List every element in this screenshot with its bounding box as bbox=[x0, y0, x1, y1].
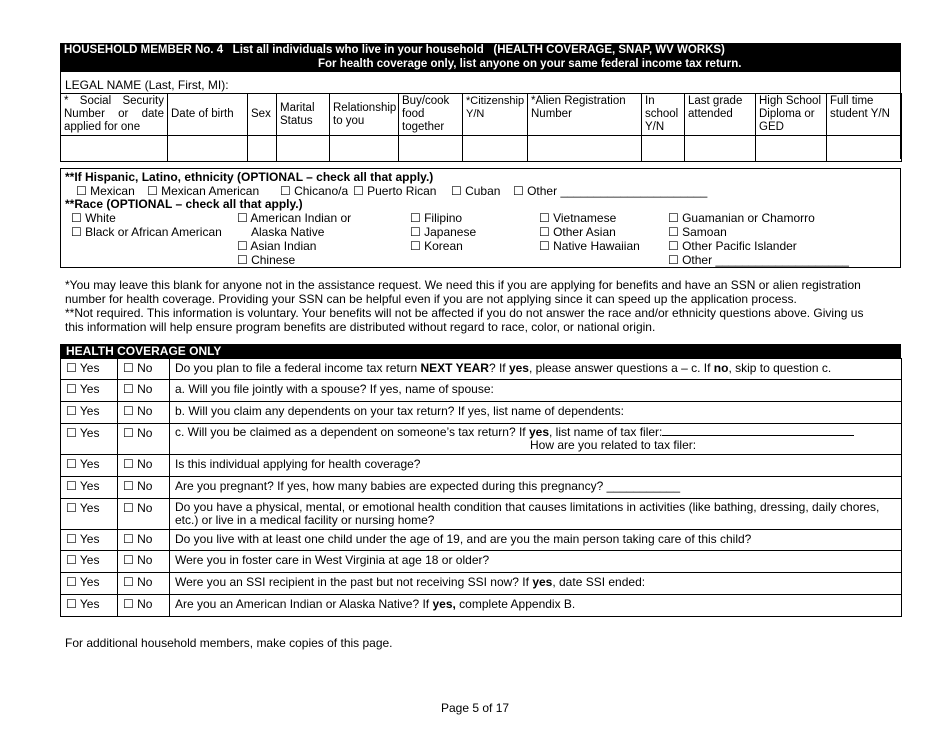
col-relationship: Relationship to you bbox=[330, 94, 399, 136]
col-alien: *Alien Registration Number bbox=[528, 94, 642, 136]
race-white[interactable]: ☐ White bbox=[71, 211, 116, 225]
copies-note: For additional household members, make copies of this page. bbox=[65, 636, 393, 650]
legal-name-label[interactable]: LEGAL NAME (Last, First, MI): bbox=[65, 78, 229, 92]
ethnicity-heading: **If Hispanic, Latino, ethnicity (OPTIONAL – check all that apply.) bbox=[65, 170, 434, 184]
hc-c-yes[interactable]: ☐ Yes bbox=[61, 424, 118, 455]
ethnicity-race-box bbox=[60, 168, 901, 268]
col-food: Buy/cook food together bbox=[399, 94, 463, 136]
col-school: In school Y/N bbox=[642, 94, 685, 136]
hc-row-7 bbox=[61, 573, 902, 595]
col-ssn: * Social Security Number or date applied for one bbox=[61, 94, 168, 136]
ethnicity-mexican[interactable]: ☐ Mexican bbox=[76, 184, 135, 198]
race-filipino[interactable]: ☐ Filipino bbox=[410, 211, 463, 225]
input-dob[interactable] bbox=[168, 136, 248, 162]
hc-7-yes[interactable]: ☐ Yes bbox=[61, 573, 118, 595]
hc-row-b bbox=[61, 402, 902, 424]
input-fulltime[interactable] bbox=[827, 136, 902, 162]
hc-c-line2: How are you related to tax filer: bbox=[530, 438, 697, 452]
col-grade: Last grade attended bbox=[685, 94, 756, 136]
household-header bbox=[60, 43, 901, 72]
hc-row-1 bbox=[61, 359, 902, 380]
ethnicity-chicano[interactable]: ☐ Chicano/a bbox=[280, 184, 349, 198]
input-alien[interactable] bbox=[528, 136, 642, 162]
col-diploma: High School Diploma or GED bbox=[756, 94, 827, 136]
health-coverage-table bbox=[60, 358, 902, 617]
race-asian-indian[interactable]: ☐ Asian Indian bbox=[237, 239, 317, 253]
hc-row-c bbox=[61, 424, 902, 455]
hc-row-3 bbox=[61, 477, 902, 499]
hc-2-yes[interactable]: ☐ Yes bbox=[61, 455, 118, 477]
note-line3: **Not required. This information is voluntary. Your benefits will not be affected if you do not answer the race and/or ethnicity questions above. Giving us bbox=[65, 306, 864, 320]
hc-row-6 bbox=[61, 551, 902, 573]
hc-4-question: Do you have a physical, mental, or emotional health condition that causes limitations in activities (like bathing, dressing, daily chores, etc.) or live in a medical facility or nursing home? bbox=[170, 499, 902, 530]
member-info-table bbox=[60, 93, 902, 162]
hc-b-no[interactable]: ☐ No bbox=[118, 402, 170, 424]
note-line2: number for health coverage. Providing your SSN can be helpful even if you are not applying since it can speed up the application process. bbox=[65, 292, 797, 306]
hc-row-2 bbox=[61, 455, 902, 477]
race-american-indian[interactable]: ☐ American Indian or bbox=[237, 211, 352, 225]
hc-b-yes[interactable]: ☐ Yes bbox=[61, 402, 118, 424]
hc-row-5 bbox=[61, 530, 902, 551]
input-ssn[interactable] bbox=[61, 136, 168, 162]
hc-1-yes[interactable]: ☐ Yes bbox=[61, 359, 118, 380]
note-line4: this information will help ensure program benefits are distributed without regard to race, color, or national origin. bbox=[65, 320, 656, 334]
hc-7-question: Were you an SSI recipient in the past but not receiving SSI now? If yes, date SSI ended: bbox=[170, 573, 902, 595]
ethnicity-cuban[interactable]: ☐ Cuban bbox=[451, 184, 501, 198]
hc-a-question: a. Will you file jointly with a spouse? If yes, name of spouse: bbox=[170, 380, 902, 402]
race-other-asian[interactable]: ☐ Other Asian bbox=[539, 225, 616, 239]
hc-6-question: Were you in foster care in West Virginia at age 18 or older? bbox=[170, 551, 902, 573]
input-marital[interactable] bbox=[277, 136, 330, 162]
input-sex[interactable] bbox=[248, 136, 277, 162]
hc-row-4 bbox=[61, 499, 902, 530]
hc-4-yes[interactable]: ☐ Yes bbox=[61, 499, 118, 530]
input-food[interactable] bbox=[399, 136, 463, 162]
hc-4-no[interactable]: ☐ No bbox=[118, 499, 170, 530]
col-citizenship: *Citizenship Y/N bbox=[463, 94, 528, 136]
hc-3-question: Are you pregnant? If yes, how many babies are expected during this pregnancy? ___________ bbox=[170, 477, 902, 499]
ethnicity-puerto-rican[interactable]: ☐ Puerto Rican bbox=[353, 184, 437, 198]
race-other[interactable]: ☐ Other ____________________ bbox=[668, 253, 849, 267]
input-relationship[interactable] bbox=[330, 136, 399, 162]
household-header-line1: HOUSEHOLD MEMBER No. 4 List all individuals who live in your household (HEALTH COVERAGE, SNAP, WV WORKS) bbox=[64, 44, 725, 56]
hc-8-yes[interactable]: ☐ Yes bbox=[61, 595, 118, 617]
hc-row-8 bbox=[61, 595, 902, 617]
health-coverage-header: HEALTH COVERAGE ONLY bbox=[60, 344, 901, 358]
ethnicity-mexican-american[interactable]: ☐ Mexican American bbox=[147, 184, 260, 198]
race-alaska-native: Alaska Native bbox=[251, 225, 325, 239]
input-school[interactable] bbox=[642, 136, 685, 162]
input-citizenship[interactable] bbox=[463, 136, 528, 162]
hc-2-no[interactable]: ☐ No bbox=[118, 455, 170, 477]
hc-b-question: b. Will you claim any dependents on your tax return? If yes, list name of dependents: bbox=[170, 402, 902, 424]
hc-2-question: Is this individual applying for health coverage? bbox=[170, 455, 902, 477]
col-marital: Marital Status bbox=[277, 94, 330, 136]
race-other-pacific[interactable]: ☐ Other Pacific Islander bbox=[668, 239, 797, 253]
hc-5-yes[interactable]: ☐ Yes bbox=[61, 530, 118, 551]
input-diploma[interactable] bbox=[756, 136, 827, 162]
hc-8-question: Are you an American Indian or Alaska Native? If yes, complete Appendix B. bbox=[170, 595, 902, 617]
race-korean[interactable]: ☐ Korean bbox=[410, 239, 463, 253]
hc-6-no[interactable]: ☐ No bbox=[118, 551, 170, 573]
hc-5-no[interactable]: ☐ No bbox=[118, 530, 170, 551]
race-chinese[interactable]: ☐ Chinese bbox=[237, 253, 296, 267]
hc-7-no[interactable]: ☐ No bbox=[118, 573, 170, 595]
hc-1-no[interactable]: ☐ No bbox=[118, 359, 170, 380]
hc-5-question: Do you live with at least one child under the age of 19, and are you the main person taking care of this child? bbox=[170, 530, 902, 551]
hc-6-yes[interactable]: ☐ Yes bbox=[61, 551, 118, 573]
race-heading: **Race (OPTIONAL – check all that apply.) bbox=[65, 197, 303, 211]
input-grade[interactable] bbox=[685, 136, 756, 162]
hc-3-yes[interactable]: ☐ Yes bbox=[61, 477, 118, 499]
race-japanese[interactable]: ☐ Japanese bbox=[410, 225, 477, 239]
race-samoan[interactable]: ☐ Samoan bbox=[668, 225, 727, 239]
household-header-line2: For health coverage only, list anyone on your same federal income tax return. bbox=[318, 58, 742, 70]
hc-c-question: c. Will you be claimed as a dependent on someone’s tax return? If yes, list name of tax filer: How are you related to tax filer: bbox=[170, 424, 902, 455]
hc-row-a bbox=[61, 380, 902, 402]
col-dob: Date of birth bbox=[168, 94, 248, 136]
hc-c-no[interactable]: ☐ No bbox=[118, 424, 170, 455]
hc-3-no[interactable]: ☐ No bbox=[118, 477, 170, 499]
hc-8-no[interactable]: ☐ No bbox=[118, 595, 170, 617]
hc-1-question: Do you plan to file a federal income tax return NEXT YEAR? If yes, please answer questions a – c. If no, skip to question c. bbox=[170, 359, 902, 380]
race-vietnamese[interactable]: ☐ Vietnamese bbox=[539, 211, 617, 225]
ethnicity-other[interactable]: ☐ Other ______________________ bbox=[513, 184, 708, 198]
race-guamanian[interactable]: ☐ Guamanian or Chamorro bbox=[668, 211, 815, 225]
hc-a-no[interactable]: ☐ No bbox=[118, 380, 170, 402]
page-number: Page 5 of 17 bbox=[441, 701, 510, 715]
col-sex: Sex bbox=[248, 94, 277, 136]
race-native-hawaiian[interactable]: ☐ Native Hawaiian bbox=[539, 239, 640, 253]
hc-a-yes[interactable]: ☐ Yes bbox=[61, 380, 118, 402]
col-fulltime: Full time student Y/N bbox=[827, 94, 902, 136]
race-black[interactable]: ☐ Black or African American bbox=[71, 225, 222, 239]
note-line1: *You may leave this blank for anyone not in the assistance request. We need this if you are applying for benefits and have an SSN or alien registration bbox=[65, 278, 861, 292]
